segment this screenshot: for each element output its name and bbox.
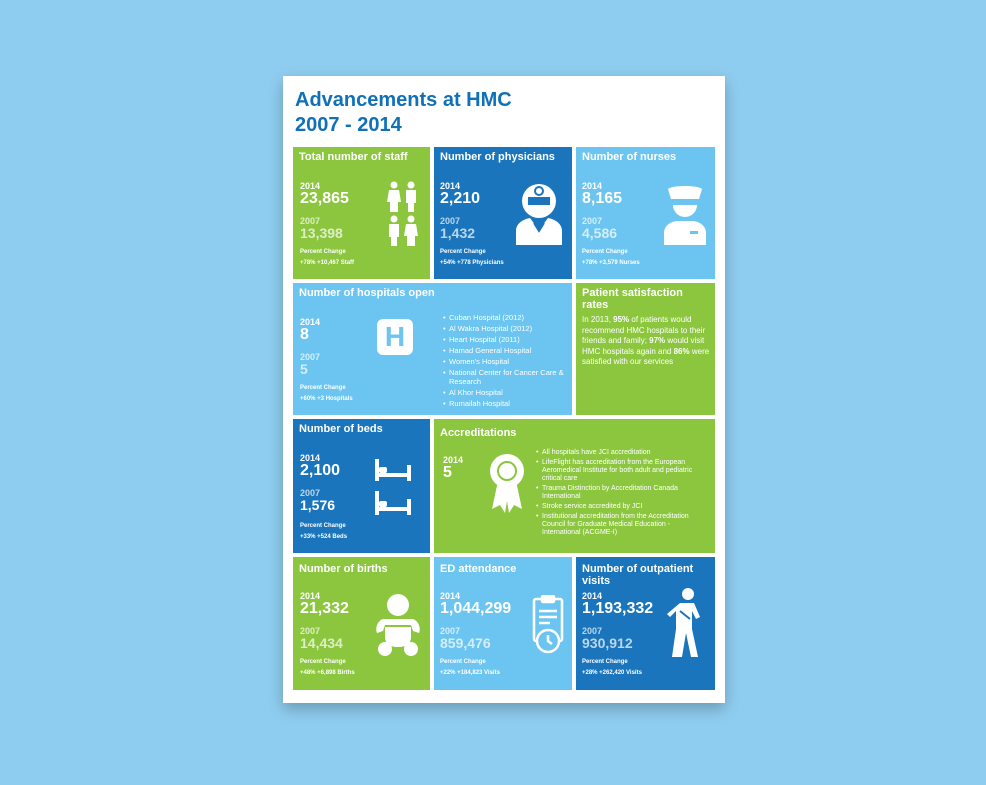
clipboard-clock-icon	[532, 595, 568, 655]
staff-title: Total number of staff	[299, 151, 408, 163]
list-item: • All hospitals have JCI accreditation	[536, 449, 708, 457]
hospital-icon: H	[377, 319, 413, 355]
outpatient-value-2007: 930,912	[582, 635, 633, 651]
births-pc-label: Percent Change	[300, 659, 346, 665]
accreditations-title: Accreditations	[440, 427, 517, 439]
hospitals-value-2014: 8	[300, 326, 309, 343]
ed-tile	[434, 557, 572, 690]
ed-year-2007: 2007	[440, 626, 461, 636]
text-segment: were satisfied with our services	[582, 346, 710, 366]
list-item: • Cuban Hospital (2012)	[443, 313, 567, 322]
satisfaction-title: Patient satisfaction rates	[582, 287, 683, 311]
text-segment: would visit HMC hospitals again and	[582, 336, 705, 356]
list-item: • Trauma Distinction by Accreditation Canada International	[536, 485, 708, 501]
award-ribbon-icon	[488, 453, 526, 515]
list-item: • Hamad General Hospital	[443, 346, 567, 355]
physicians-title: Number of physicians	[440, 151, 555, 163]
beds-title: Number of beds	[299, 423, 383, 435]
stat-95: 95%	[613, 315, 630, 324]
hospitals-tile	[293, 283, 572, 415]
physicians-value-2007: 1,432	[440, 225, 476, 241]
staff-pc-label: Percent Change	[300, 249, 346, 255]
ed-value-2014: 1,044,299	[440, 600, 512, 617]
list-item: • Institutional accreditation from the Accreditation Council for Graduate Medical Education - International (ACGME-I)	[536, 513, 708, 537]
staff-value-2014: 23,865	[300, 190, 349, 207]
nurses-year-2007: 2007	[582, 216, 603, 226]
bed-icon	[373, 457, 413, 519]
satisfaction-tile	[576, 283, 715, 415]
accreditations-tile	[434, 419, 715, 553]
beds-value-2007: 1,576	[300, 497, 336, 513]
staff-year-2014: 2014	[300, 181, 321, 191]
beds-pc-label: Percent Change	[300, 523, 346, 529]
births-year-2014: 2014	[300, 591, 321, 601]
nurses-tile	[576, 147, 715, 279]
births-title: Number of births	[299, 563, 388, 575]
accreditations-value-2014: 5	[443, 464, 452, 481]
list-item: • Rumailah Hospital	[443, 399, 567, 408]
nurses-pc-label: Percent Change	[582, 249, 628, 255]
hospitals-pc-label: Percent Change	[300, 385, 346, 391]
physicians-pc-label: Percent Change	[440, 249, 486, 255]
nurses-value-2007: 4,586	[582, 225, 618, 241]
list-item: • LifeFlight has accreditation from the European Aeromedical Institute for both adult and pediatric critical care	[536, 459, 708, 483]
baby-icon	[375, 593, 421, 657]
physicians-tile	[434, 147, 572, 279]
nurses-title: Number of nurses	[582, 151, 677, 163]
hospitals-title: Number of hospitals open	[299, 287, 435, 299]
outpatient-value-2014: 1,193,332	[582, 600, 654, 617]
outpatient-tile	[576, 557, 715, 690]
births-value-2007: 14,434	[300, 635, 343, 651]
list-item: • Al Khor Hospital	[443, 388, 567, 397]
ed-value-2007: 859,476	[440, 635, 491, 651]
nurses-year-2014: 2014	[582, 181, 603, 191]
list-item: • Heart Hospital (2011)	[443, 335, 567, 344]
list-item: • Stroke service accredited by JCI	[536, 503, 708, 511]
physicians-value-2014: 2,210	[440, 190, 481, 207]
births-tile	[293, 557, 430, 690]
outpatient-pc-value: +28% +262,420 Visits	[582, 670, 642, 676]
nurses-value-2014: 8,165	[582, 190, 623, 207]
beds-value-2014: 2,100	[300, 462, 341, 479]
people-icon	[387, 181, 419, 247]
injured-walker-icon	[666, 587, 706, 659]
outpatient-year-2014: 2014	[582, 591, 603, 601]
beds-tile	[293, 419, 430, 553]
outpatient-year-2007: 2007	[582, 626, 603, 636]
beds-year-2007: 2007	[300, 488, 321, 498]
text-segment: In 2013,	[582, 315, 614, 324]
nurses-pc-value: +78% +3,579 Nurses	[582, 260, 640, 266]
physicians-year-2014: 2014	[440, 181, 461, 191]
hospitals-pc-value: +60% +3 Hospitals	[300, 396, 353, 402]
satisfaction-text	[582, 315, 710, 368]
page-title	[295, 88, 512, 138]
hospitals-year-2014: 2014	[300, 317, 321, 327]
accreditations-year-2014: 2014	[443, 455, 464, 465]
doctor-icon	[514, 181, 564, 245]
births-year-2007: 2007	[300, 626, 321, 636]
text-segment: of patients would recommend HMC hospitals to their friends and family;	[582, 315, 706, 345]
list-item: • Women's Hospital	[443, 357, 567, 366]
ed-title: ED attendance	[440, 563, 517, 575]
list-item: • National Center for Cancer Care & Research	[443, 368, 567, 386]
staff-value-2007: 13,398	[300, 225, 343, 241]
births-pc-value: +48% +6,898 Births	[300, 670, 355, 676]
births-value-2014: 21,332	[300, 600, 349, 617]
beds-year-2014: 2014	[300, 453, 321, 463]
physicians-year-2007: 2007	[440, 216, 461, 226]
staff-pc-value: +78% +10,467 Staff	[300, 260, 355, 266]
hospitals-list	[443, 313, 567, 410]
title-line-2: 2007 - 2014	[295, 114, 402, 136]
ed-year-2014: 2014	[440, 591, 461, 601]
beds-pc-value: +33% +524 Beds	[300, 534, 348, 540]
outpatient-pc-label: Percent Change	[582, 659, 628, 665]
hospitals-year-2007: 2007	[300, 352, 321, 362]
stat-86: 86%	[673, 346, 690, 356]
list-item: • Al Wakra Hospital (2012)	[443, 324, 567, 333]
hospitals-value-2007: 5	[300, 361, 308, 377]
staff-year-2007: 2007	[300, 216, 321, 226]
stat-97: 97%	[649, 336, 666, 345]
accreditations-list	[536, 449, 708, 539]
title-line-1: Advancements at HMC	[295, 89, 512, 111]
infographic-sheet	[283, 76, 725, 703]
ed-pc-value: +22% +184,823 Visits	[440, 670, 500, 676]
ed-pc-label: Percent Change	[440, 659, 486, 665]
outpatient-title: Number of outpatient visits	[582, 563, 694, 587]
nurse-icon	[662, 183, 708, 245]
staff-tile	[293, 147, 430, 279]
physicians-pc-value: +54% +778 Physicians	[440, 260, 504, 266]
